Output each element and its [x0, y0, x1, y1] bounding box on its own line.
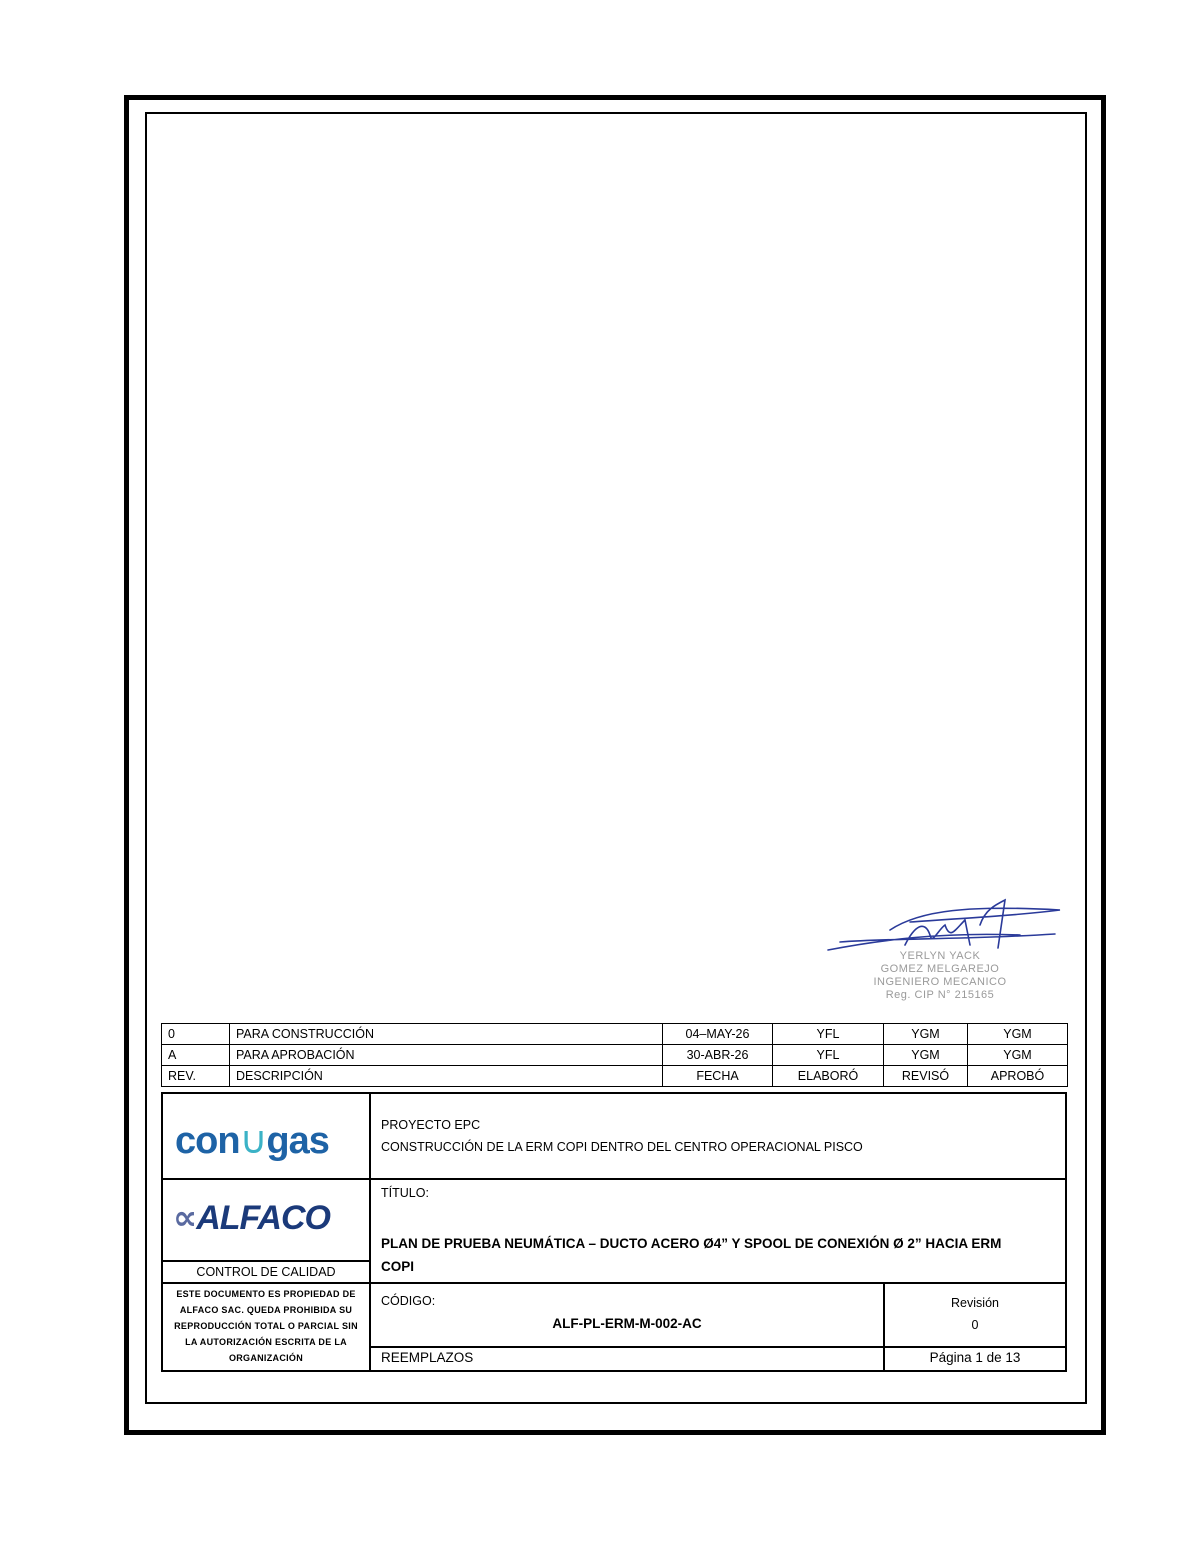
header-made-by: ELABORÓ — [773, 1066, 884, 1087]
page-number: Página 1 de 13 — [929, 1350, 1021, 1365]
property-notice: ESTE DOCUMENTO ES PROPIEDAD DE ALFACO SAC. QUEDA PROHIBIDA SU REPRODUCCIÓN TOTAL O PARCIAL SIN LA AUTORIZACIÓN ESCRITA DE LA ORGANIZACIÓN — [174, 1289, 358, 1363]
contugas-logo: con∪gas — [175, 1120, 329, 1162]
date-cell: 04–MAY-26 — [663, 1024, 773, 1045]
desc-cell: PARA CONSTRUCCIÓN — [230, 1024, 663, 1045]
alfaco-logo: ∝ALFACO — [173, 1199, 330, 1237]
header-desc: DESCRIPCIÓN — [230, 1066, 663, 1087]
desc-cell: PARA APROBACIÓN — [230, 1045, 663, 1066]
table-row — [162, 1024, 1068, 1045]
stamp-line: YERLYN YACK — [899, 950, 981, 962]
rev-cell: 0 — [162, 1024, 230, 1045]
revision-label: Revisión — [951, 1296, 999, 1310]
revision-table — [161, 1023, 1068, 1087]
header-date: FECHA — [663, 1066, 773, 1087]
reviewed-by-cell: YGM — [884, 1024, 968, 1045]
document-title-line2: COPI — [381, 1259, 415, 1274]
table-row — [162, 1045, 1068, 1066]
table-header-row — [162, 1066, 1068, 1087]
approved-by-cell: YGM — [968, 1024, 1068, 1045]
stamp-line: GOMEZ MELGAREJO — [880, 963, 1000, 975]
document-title-line1: PLAN DE PRUEBA NEUMÁTICA – DUCTO ACERO Ø4” Y SPOOL DE CONEXIÓN Ø 2” HACIA ERM — [381, 1236, 1002, 1251]
project-label: PROYECTO EPC — [381, 1118, 481, 1132]
title-label: TÍTULO: — [381, 1186, 429, 1200]
header-approved-by: APROBÓ — [968, 1066, 1068, 1087]
title-block — [161, 1092, 1067, 1372]
replaces-label: REEMPLAZOS — [381, 1350, 474, 1365]
document-code: ALF-PL-ERM-M-002-AC — [552, 1316, 702, 1331]
code-label: CÓDIGO: — [381, 1294, 436, 1308]
stamp-line: Reg. CIP N° 215165 — [885, 989, 995, 1001]
date-cell: 30-ABR-26 — [663, 1045, 773, 1066]
rev-cell: A — [162, 1045, 230, 1066]
made-by-cell: YFL — [773, 1024, 884, 1045]
engineer-stamp — [860, 950, 1020, 1002]
stamp-line: INGENIERO MECANICO — [873, 976, 1007, 988]
project-name: CONSTRUCCIÓN DE LA ERM COPI DENTRO DEL CENTRO OPERACIONAL PISCO — [381, 1140, 863, 1154]
approved-by-cell: YGM — [968, 1045, 1068, 1066]
made-by-cell: YFL — [773, 1045, 884, 1066]
header-reviewed-by: REVISÓ — [884, 1066, 968, 1087]
header-rev: REV. — [162, 1066, 230, 1087]
reviewed-by-cell: YGM — [884, 1045, 968, 1066]
quality-control-label: CONTROL DE CALIDAD — [196, 1265, 336, 1279]
revision-value: 0 — [971, 1318, 979, 1332]
